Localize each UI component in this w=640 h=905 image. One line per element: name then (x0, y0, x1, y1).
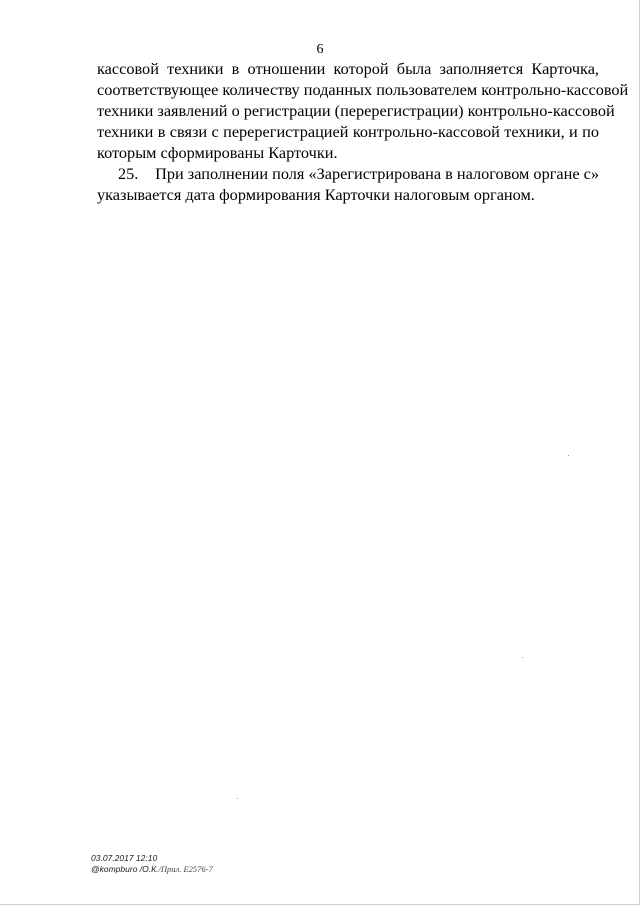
paragraph-continued (97, 58, 629, 163)
scan-speck (237, 798, 238, 799)
page-number: 6 (316, 42, 324, 57)
text-line: техники в связи с перерегистрацией контрольно-кассовой техники, и по (97, 122, 599, 141)
text-line: которым сформированы Карточки. (97, 143, 338, 162)
text-line: кассовой техники в отношении которой была заполняется Карточка, (97, 59, 599, 78)
text-line: указывается дата формирования Карточки налоговым органом. (97, 185, 535, 204)
paragraph-number: 25. (118, 164, 139, 183)
scan-speck (522, 657, 523, 658)
body-text (97, 58, 629, 205)
footer-metadata (91, 853, 213, 875)
text-line: соответствующее количеству поданных пользователем контрольно-кассовой (97, 80, 629, 99)
text-line: При заполнении поля «Зарегистрирована в налоговом органе с» (155, 164, 599, 183)
footer-author: @kompburo /О.К. (91, 864, 159, 874)
footer-stamp: /Прил. Е2576-7 (158, 864, 213, 874)
footer-datetime: 03.07.2017 12:10 (91, 853, 158, 863)
text-line: техники заявлений о регистрации (перерегистрации) контрольно-кассовой (97, 101, 615, 120)
paragraph-25-first-line (97, 163, 599, 184)
scan-speck (568, 455, 569, 456)
paragraph-25 (97, 163, 599, 205)
footer-author-line (91, 864, 213, 875)
